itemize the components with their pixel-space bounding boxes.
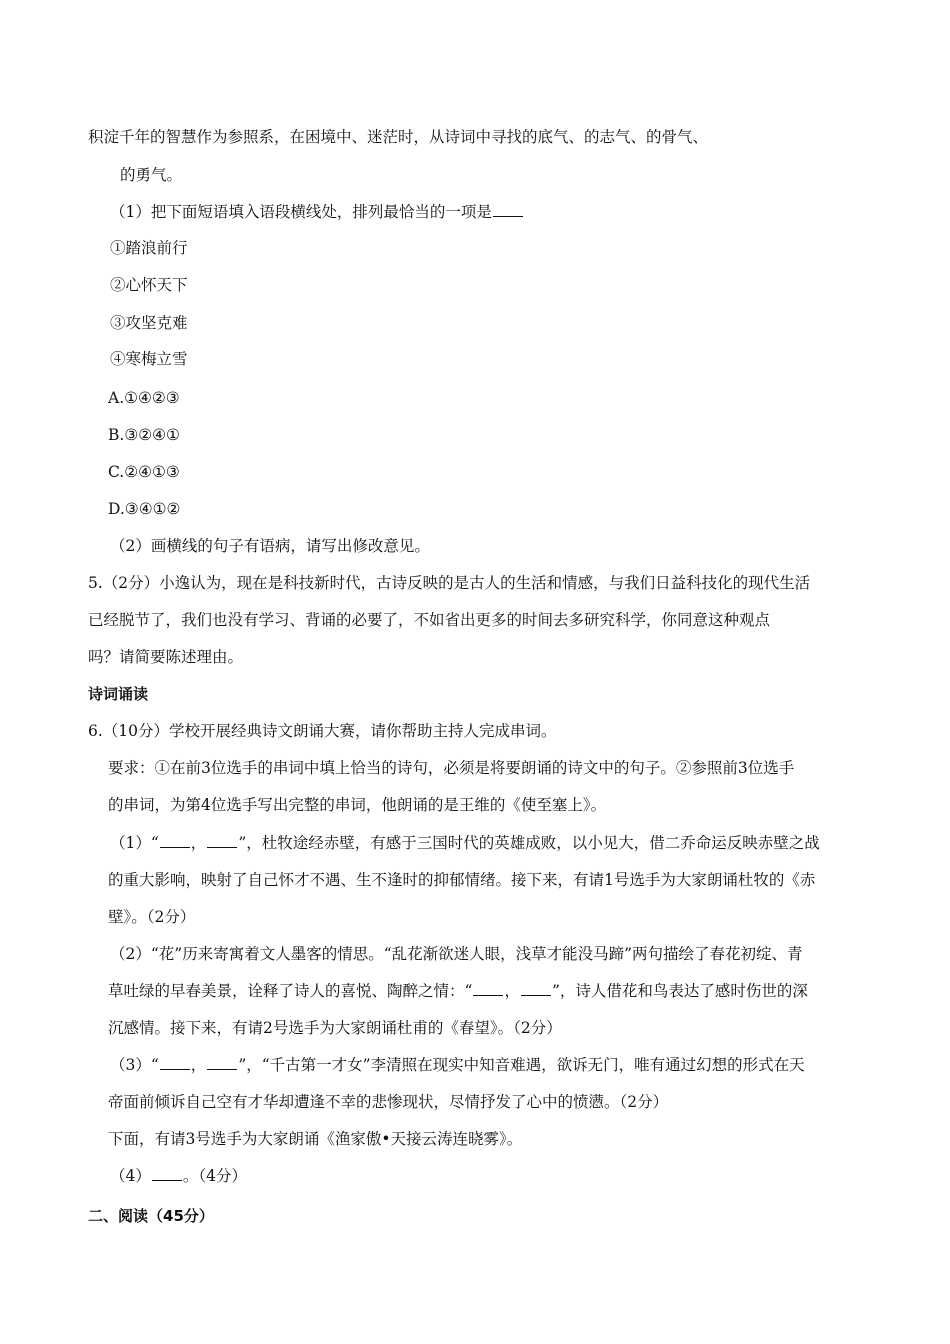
q5-line-1: 5.（2分）小逸认为，现在是科技新时代，古诗反映的是古人的生活和情感，与我们日益科技化的现代生活 xyxy=(88,574,811,592)
answer-blank[interactable] xyxy=(160,833,190,848)
s1-prefix: （1）“ xyxy=(110,834,159,852)
q6-s4-line xyxy=(110,1166,247,1186)
q4-part1-text: （1）把下面短语填入语段横线处，排列最恰当的一项是 xyxy=(110,203,492,221)
q6-s1-line-3: 壁》。（2分） xyxy=(108,908,196,926)
s3-comma: ， xyxy=(190,1056,207,1074)
s4-text: 。（4分） xyxy=(182,1167,247,1185)
s4-prefix: （4） xyxy=(110,1167,151,1185)
option-a: A.①④②③ xyxy=(108,389,180,407)
q6-s3-line-1 xyxy=(110,1055,805,1075)
intro-line-1: 积淀千年的智慧作为参照系，在困境中、迷茫时，从诗词中寻找的底气、的志气、的骨气、 xyxy=(88,128,709,146)
option-c: C.②④①③ xyxy=(108,463,180,481)
s2-prefix: 草吐绿的早春美景，诠释了诗人的喜悦、陶醉之情：“ xyxy=(108,982,473,1000)
s3-prefix: （3）“ xyxy=(110,1056,159,1074)
answer-blank[interactable] xyxy=(493,202,523,217)
q5-line-2: 已经脱节了，我们也没有学习、背诵的必要了，不如省出更多的时间去多研究科学，你同意这种观点 xyxy=(88,611,771,629)
intro-line-2: 的勇气。 xyxy=(120,166,183,184)
q6-s2-line-2 xyxy=(108,981,808,1001)
section-heading-reading: 二、阅读（45分） xyxy=(88,1207,214,1225)
q6-requirement-1: 要求：①在前3位选手的串词中填上恰当的诗句，必须是将要朗诵的诗文中的句子。②参照前3位选手 xyxy=(108,759,795,777)
answer-blank[interactable] xyxy=(207,1055,237,1070)
phrase-item-2: ②心怀天下 xyxy=(110,276,188,294)
answer-blank[interactable] xyxy=(207,833,237,848)
q6-s1-line-1 xyxy=(110,833,820,853)
q6-title: 6.（10分）学校开展经典诗文朗诵大赛，请你帮助主持人完成串词。 xyxy=(88,722,557,740)
section-heading-poem: 诗词诵读 xyxy=(88,685,149,703)
q6-s2-line-3: 沉感情。接下来，有请2号选手为大家朗诵杜甫的《春望》。（2分） xyxy=(108,1019,562,1037)
q6-requirement-2: 的串词，为第4位选手写出完整的串词，他朗诵的是王维的《使至塞上》。 xyxy=(108,796,607,814)
answer-blank[interactable] xyxy=(521,981,551,996)
answer-blank[interactable] xyxy=(473,981,503,996)
phrase-item-4: ④寒梅立雪 xyxy=(110,350,188,368)
q6-s1-line-2: 的重大影响，映射了自己怀才不遇、生不逢时的抑郁情绪。接下来，有请1号选手为大家朗诵杜牧的《赤 xyxy=(108,871,816,889)
q6-s3-line-3: 下面，有请3号选手为大家朗诵《渔家傲•天接云涛连晓雾》。 xyxy=(108,1130,523,1148)
phrase-item-3: ③攻坚克难 xyxy=(110,314,188,332)
s2-text: ”，诗人借花和鸟表达了感时伤世的深 xyxy=(551,982,808,1000)
s3-text: ”，“千古第一才女”李清照在现实中知音难遇，欲诉无门，唯有通过幻想的形式在天 xyxy=(238,1056,805,1074)
phrase-item-1: ①踏浪前行 xyxy=(110,239,188,257)
q4-part1-prompt xyxy=(110,202,524,222)
q6-s3-line-2: 帝面前倾诉自己空有才华却遭逢不幸的悲惨现状，尽情抒发了心中的愤懑。（2分） xyxy=(108,1093,669,1111)
s1-text: ”，杜牧途经赤壁，有感于三国时代的英雄成败，以小见大，借二乔命运反映赤壁之战 xyxy=(238,834,820,852)
q4-part2: （2）画横线的句子有语病，请写出修改意见。 xyxy=(110,537,430,555)
s1-comma: ， xyxy=(190,834,207,852)
q5-line-3: 吗？请简要陈述理由。 xyxy=(88,648,244,666)
option-b: B.③②④① xyxy=(108,426,180,444)
option-d: D.③④①② xyxy=(108,500,181,518)
answer-blank[interactable] xyxy=(160,1055,190,1070)
answer-blank[interactable] xyxy=(152,1166,182,1181)
s2-comma: ， xyxy=(504,982,520,1000)
q6-s2-line-1: （2）“花”历来寄寓着文人墨客的情思。“乱花渐欲迷人眼，浅草才能没马蹄”两句描绘了春花初绽、青 xyxy=(110,945,803,963)
